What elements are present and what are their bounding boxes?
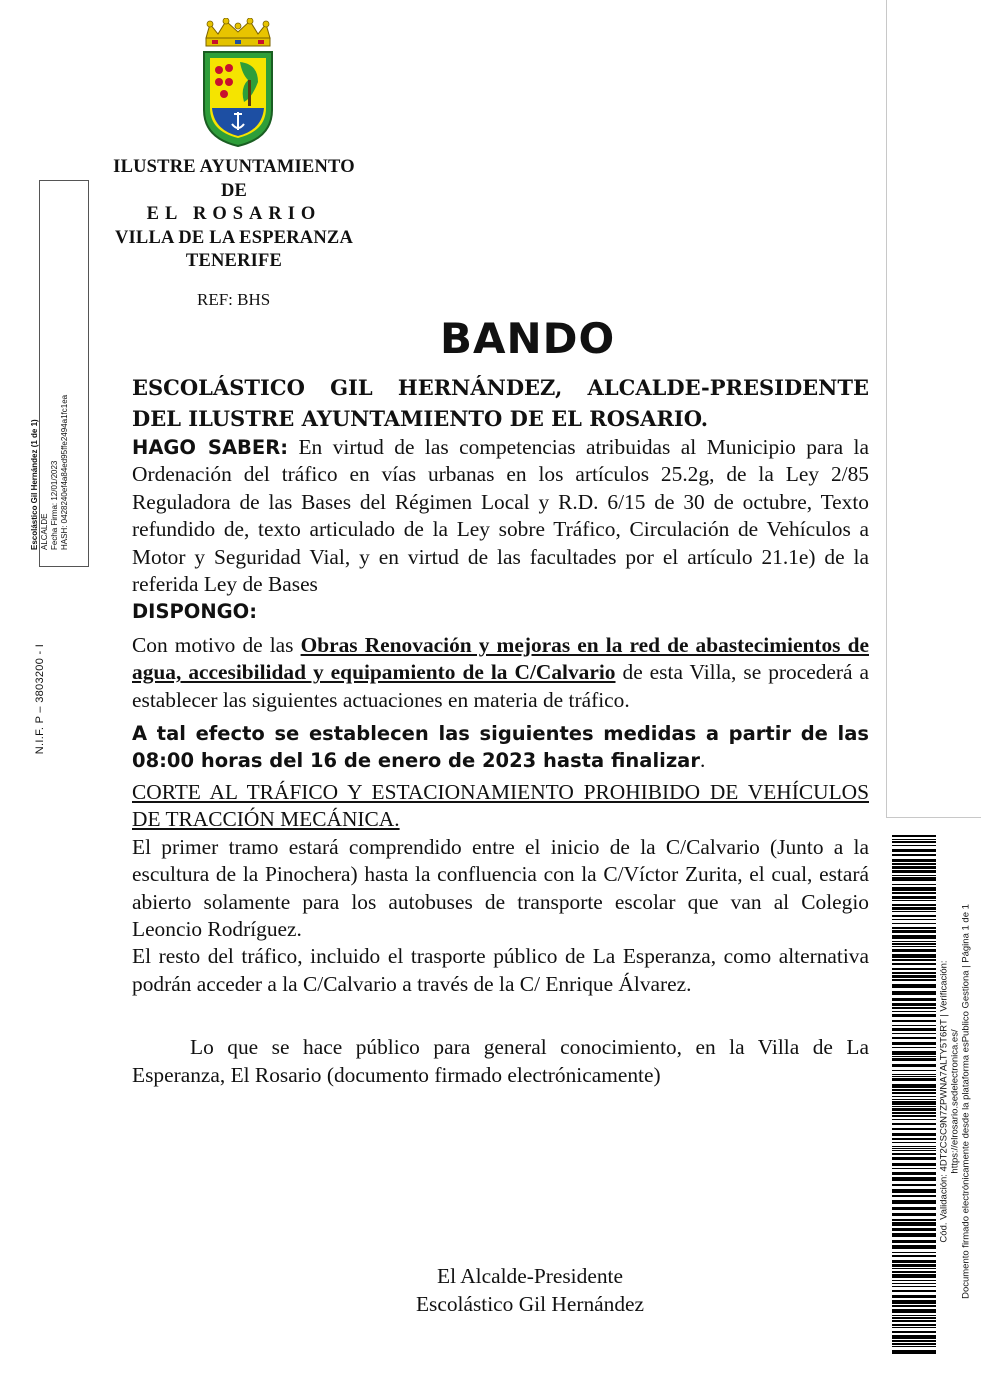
barcode-stripe (892, 1271, 936, 1273)
barcode-stripe (892, 959, 936, 961)
barcode-stripe (892, 1346, 936, 1347)
barcode-stripe (892, 1286, 936, 1287)
validation-text (939, 892, 972, 1312)
barcode-stripe (892, 1228, 936, 1231)
barcode-stripe (892, 1157, 936, 1160)
barcode-stripe (892, 1295, 936, 1298)
barcode-stripe (892, 904, 936, 906)
coat-of-arms-icon (200, 18, 276, 148)
organization-name (94, 156, 374, 274)
barcode-stripe (892, 968, 936, 970)
barcode-stripe (892, 1099, 936, 1100)
barcode-stripe (892, 1028, 936, 1031)
barcode-stripe (892, 1123, 936, 1125)
barcode-stripe (892, 1309, 936, 1313)
signature-block (330, 1262, 730, 1318)
barcode-stripe (892, 849, 936, 852)
barcode-stripe (892, 1011, 936, 1012)
barcode-stripe (892, 896, 936, 899)
barcode-stripe (892, 1074, 936, 1075)
closing-paragraph: Lo que se hace público para general conocimiento, en la Villa de La Esperanza, El Rosario (documento firmado electrónicamente) (132, 1035, 869, 1087)
barcode-stripe (892, 963, 936, 965)
barcode-stripe (892, 839, 936, 840)
barcode-stripe (892, 854, 936, 856)
barcode-stripe (892, 998, 936, 1001)
barcode-stripe (892, 1320, 936, 1322)
barcode-stripe (892, 1014, 936, 1017)
barcode-stripe (892, 1195, 936, 1197)
barcode-stripe (892, 1255, 936, 1257)
barcode-stripe (892, 1058, 936, 1061)
barcode-stripe (892, 1133, 936, 1136)
barcode-stripe (892, 1324, 936, 1326)
barcode-stripe (892, 1106, 936, 1107)
barcode-stripe (892, 954, 936, 958)
barcode-stripe (892, 1207, 936, 1210)
barcode-stripe (892, 1172, 936, 1175)
nif-label: N.I.F. P – 3803200 - I (34, 643, 46, 755)
barcode-stripe (892, 1177, 936, 1181)
barcode-stripe (892, 1148, 936, 1149)
barcode-stripe (892, 935, 936, 939)
barcode-stripe (892, 1163, 936, 1166)
barcode-stripe (892, 900, 936, 901)
dispongo-label: DISPONGO: (132, 600, 258, 624)
barcode-stripe (892, 1138, 936, 1140)
barcode-stripe (892, 1025, 936, 1026)
barcode-stripe (892, 1112, 936, 1114)
barcode-stripe (892, 915, 936, 917)
barcode-stripe (892, 1184, 936, 1186)
signature-role: ALCALDE (40, 513, 49, 550)
barcode-stripe (892, 877, 936, 881)
motivo-pre: Con motivo de las (132, 632, 301, 657)
barcode-stripe (892, 887, 936, 891)
barcode-stripe (892, 1078, 936, 1081)
resto-paragraph: El resto del tráfico, incluido el trasporte público de La Esperanza, como alternativa podrán acceder a la C/Calvario a través de la C/ Enrique Álvarez. (132, 944, 869, 996)
barcode-stripe (892, 911, 936, 912)
margin-line-vertical (886, 0, 887, 817)
reference: REF: BHS (197, 290, 271, 309)
barcode-stripe (892, 979, 936, 981)
barcode-stripe (892, 1056, 936, 1057)
signer-title: El Alcalde-Presidente (437, 1264, 623, 1288)
document-body (132, 372, 869, 1089)
barcode-stripe (892, 870, 936, 873)
barcode-stripe (892, 1335, 936, 1339)
medidas-bold: A tal efecto se establecen las siguientes medidas a partir de las 08:00 horas del 16 de enero de 2023 hasta finalizar (132, 722, 869, 773)
barcode-stripe (892, 1051, 936, 1055)
medidas-paragraph (132, 720, 869, 775)
org-line-2: DE (220, 180, 248, 201)
mayor-heading: ESCOLÁSTICO GIL HERNÁNDEZ, ALCALDE-PRESIDENTE DEL ILUSTRE AYUNTAMIENTO DE EL ROSARIO. (132, 375, 869, 431)
barcode-stripe (892, 1153, 936, 1155)
medidas-end: . (699, 748, 706, 773)
barcode-stripe (892, 1047, 936, 1048)
barcode-stripe (892, 1150, 936, 1151)
barcode-stripe (892, 1315, 936, 1316)
tramo-paragraph: El primer tramo estará comprendido entre el inicio de la C/Calvario (Junto a la escultura de la Pinochera) hasta la confluencia con la C/Víctor Zurita, el cual, estará abierto solamente para los autobuses de transporte escolar que van al Colegio Leoncio Rodríguez. (132, 834, 869, 941)
barcode-stripe (892, 892, 936, 894)
barcode-stripe (892, 884, 936, 885)
signature-text (30, 210, 70, 550)
barcode-stripe (892, 1128, 936, 1130)
barcode-stripe (892, 984, 936, 988)
org-line-4: VILLA DE LA ESPERANZA (114, 227, 354, 248)
barcode-stripe (892, 949, 936, 952)
barcode-stripe (892, 1142, 936, 1143)
barcode-stripe (892, 1007, 936, 1009)
barcode-stripe (892, 1340, 936, 1342)
barcode-stripe (892, 1033, 936, 1034)
barcode-stripe (892, 1300, 936, 1304)
org-line-1: ILUSTRE AYUNTAMIENTO (113, 157, 355, 177)
barcode-icon (892, 835, 936, 1355)
barcode-stripe (892, 1305, 936, 1307)
org-line-3: EL ROSARIO (146, 204, 322, 224)
barcode-stripe (892, 841, 936, 843)
barcode-stripe (892, 1317, 936, 1319)
barcode-stripe (892, 1350, 936, 1354)
barcode-stripe (892, 845, 936, 846)
signature-hash: HASH: 0428240ef4a84ed95ffe2494a1fc1ea (60, 394, 69, 550)
barcode-stripe (892, 875, 936, 876)
barcode-stripe (892, 975, 936, 978)
barcode-stripe (892, 972, 936, 974)
barcode-stripe (892, 1264, 936, 1267)
barcode-stripe (892, 1274, 936, 1278)
hago-saber-paragraph (132, 434, 869, 598)
barcode-stripe (892, 866, 936, 869)
barcode-stripe (892, 859, 936, 862)
barcode-stripe (892, 1096, 936, 1097)
barcode-stripe (892, 1200, 936, 1204)
barcode-stripe (892, 1240, 936, 1243)
corte-paragraph: CORTE AL TRÁFICO Y ESTACIONAMIENTO PROHIBIDO DE VEHÍCULOS DE TRACCIÓN MECÁNICA. (132, 779, 869, 832)
barcode-stripe (892, 1283, 936, 1284)
barcode-stripe (892, 923, 936, 924)
signature-date: Fecha Firma: 12/01/2023 (50, 460, 59, 550)
barcode-stripe (892, 863, 936, 865)
barcode-stripe (892, 1037, 936, 1039)
barcode-stripe (892, 1280, 936, 1281)
barcode-stripe (892, 1222, 936, 1226)
barcode-stripe (892, 1343, 936, 1345)
barcode-stripe (892, 930, 936, 933)
barcode-stripe (892, 1168, 936, 1169)
barcode-stripe (892, 1070, 936, 1071)
org-line-5: TENERIFE (185, 251, 283, 271)
barcode-stripe (892, 907, 936, 910)
barcode-stripe (892, 1076, 936, 1077)
signer-name: Escolástico Gil Hernández (415, 1292, 645, 1316)
motivo-paragraph (132, 632, 869, 714)
barcode-stripe (892, 1233, 936, 1237)
barcode-stripe (892, 1290, 936, 1292)
barcode-stripe (892, 1213, 936, 1216)
barcode-stripe (892, 1327, 936, 1328)
signature-signer: Escolástico Gil Hernández (1 de 1) (30, 419, 39, 550)
barcode-stripe (892, 941, 936, 942)
barcode-stripe (892, 1119, 936, 1120)
barcode-stripe (892, 1042, 936, 1045)
motivo-post: de esta Villa, se procederá a establecer las siguientes actuaciones en materia de tráfico. (132, 660, 869, 712)
barcode-stripe (892, 943, 936, 945)
barcode-stripe (892, 1084, 936, 1088)
hago-saber-label: HAGO SABER: (132, 436, 289, 459)
barcode-stripe (892, 919, 936, 920)
barcode-stripe (892, 835, 936, 837)
barcode-stripe (892, 1331, 936, 1333)
hago-saber-text: En virtud de las competencias atribuidas al Municipio para la Ordenación del tráfico en vías urbanas en los artículos 25.2g, de la Ley 2/85 Reguladora de las Bases del Régimen Local y R.D. 6/15 de 30 de octubre, Texto refundido de, texto articulado de la Ley sobre Tráfico, Circulación de Vehículos a Motor y Seguridad Vial, y en virtud de las facultades por el artículo 21.1e) de la referida Ley de Bases (132, 435, 869, 597)
barcode-stripe (892, 1020, 936, 1022)
barcode-stripe (892, 1260, 936, 1263)
barcode-stripe (892, 1146, 936, 1147)
document-title: BANDO (440, 314, 616, 363)
barcode-stripe (892, 1003, 936, 1006)
validation-line-2: Documento firmado electrónicamente desde la plataforma esPublico Gestiona | Página 1 de 1 (960, 904, 972, 1299)
barcode-stripe (892, 1101, 936, 1105)
motivo-obras: Obras Renovación y mejoras en la red de abastecimientos de agua, accesibilidad y equipamiento de la C/Calvario (132, 632, 869, 685)
barcode-stripe (892, 1189, 936, 1193)
barcode-stripe (892, 927, 936, 929)
barcode-stripe (892, 991, 936, 995)
barcode-stripe (892, 1115, 936, 1117)
barcode-stripe (892, 1092, 936, 1094)
barcode-stripe (892, 1268, 936, 1269)
barcode-stripe (892, 1089, 936, 1091)
barcode-stripe (892, 946, 936, 947)
barcode-stripe (892, 1219, 936, 1221)
barcode-stripe (892, 1252, 936, 1253)
margin-line-horizontal (886, 817, 981, 818)
barcode-stripe (892, 1064, 936, 1067)
barcode-stripe (892, 1108, 936, 1111)
validation-line-1: Cód. Validación: 4DT2CSC9N7ZPWNA7ALTY5T6RT | Verificación: https://elrosario.sedelectronica.es/ (938, 960, 961, 1243)
barcode-stripe (892, 1245, 936, 1249)
